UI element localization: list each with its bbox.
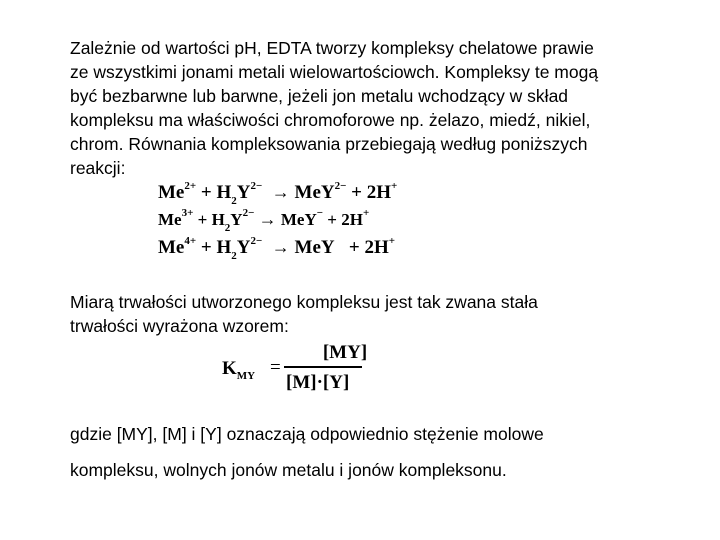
ligand-charge: 2− bbox=[250, 180, 263, 192]
proton: 2H bbox=[341, 210, 363, 229]
reagent: H bbox=[211, 210, 225, 229]
reagent-subscript: 2 bbox=[231, 250, 237, 262]
equation-1 bbox=[158, 181, 397, 207]
product-charge: 2− bbox=[334, 180, 347, 192]
product: MeY bbox=[280, 210, 317, 229]
reagent-subscript: 2 bbox=[224, 222, 231, 234]
fraction-bar bbox=[284, 366, 362, 368]
proton: 2H bbox=[364, 237, 389, 258]
metal: Me bbox=[158, 182, 185, 203]
metal-charge: 2+ bbox=[184, 180, 197, 192]
metal-charge: 3+ bbox=[181, 207, 194, 219]
proton-charge: + bbox=[391, 180, 398, 192]
reagent: H bbox=[216, 237, 232, 258]
ligand-charge: 2− bbox=[250, 235, 263, 247]
metal: Me bbox=[158, 237, 185, 258]
ligand: Y bbox=[236, 182, 251, 203]
intro-paragraph: Zależnie od wartości pH, EDTA tworzy kompleksy chelatowe prawie ze wszystkimi jonami metali wielowartościowch. Kompleksy te mogą być bezbarwne lub barwne, jeżeli jon metalu wchodzący w skład kompleksu ma właściwości chromoforowe np. żelazo, miedź, nikiel, chrom. Równania kompleksowania przebiegają według poniższych reakcji: bbox=[70, 38, 599, 178]
reaction-arrow: → bbox=[271, 237, 290, 257]
denominator: [M]·[Y] bbox=[286, 372, 350, 393]
explanation-paragraph: gdzie [MY], [M] i [Y] oznaczają odpowiednio stężenie molowe kompleksu, wolnych jonów metalu i jonów kompleksonu. bbox=[70, 424, 544, 480]
product: MeY bbox=[294, 237, 335, 258]
proton: 2H bbox=[366, 182, 392, 203]
plus: + bbox=[200, 182, 212, 203]
plus: + bbox=[348, 237, 360, 258]
ligand: Y bbox=[236, 237, 251, 258]
reagent: H bbox=[216, 182, 232, 203]
plus: + bbox=[197, 210, 208, 229]
reaction-arrow: → bbox=[271, 182, 290, 202]
reaction-arrow: → bbox=[258, 209, 277, 229]
constant-letter: K bbox=[222, 358, 237, 379]
product: MeY bbox=[294, 182, 335, 203]
metal: Me bbox=[158, 210, 182, 229]
plus: + bbox=[351, 182, 362, 203]
metal-charge: 4+ bbox=[184, 235, 197, 247]
proton-charge: + bbox=[388, 235, 396, 247]
product-charge: − bbox=[316, 207, 324, 219]
proton-charge: + bbox=[362, 207, 370, 219]
constant-subscript: MY bbox=[236, 370, 256, 382]
plus: + bbox=[327, 210, 337, 229]
stability-paragraph: Miarą trwałości utworzonego kompleksu jest tak zwana stała trwałości wyrażona wzorem: bbox=[70, 292, 538, 336]
equals-sign: = bbox=[270, 357, 281, 378]
reagent-subscript: 2 bbox=[231, 195, 237, 207]
equation-2 bbox=[158, 208, 369, 234]
numerator: [MY] bbox=[322, 342, 368, 363]
constant-symbol bbox=[222, 358, 255, 382]
equation-3 bbox=[158, 236, 395, 262]
plus: + bbox=[200, 237, 212, 258]
ligand-charge: 2− bbox=[242, 207, 255, 219]
ligand: Y bbox=[230, 210, 243, 229]
